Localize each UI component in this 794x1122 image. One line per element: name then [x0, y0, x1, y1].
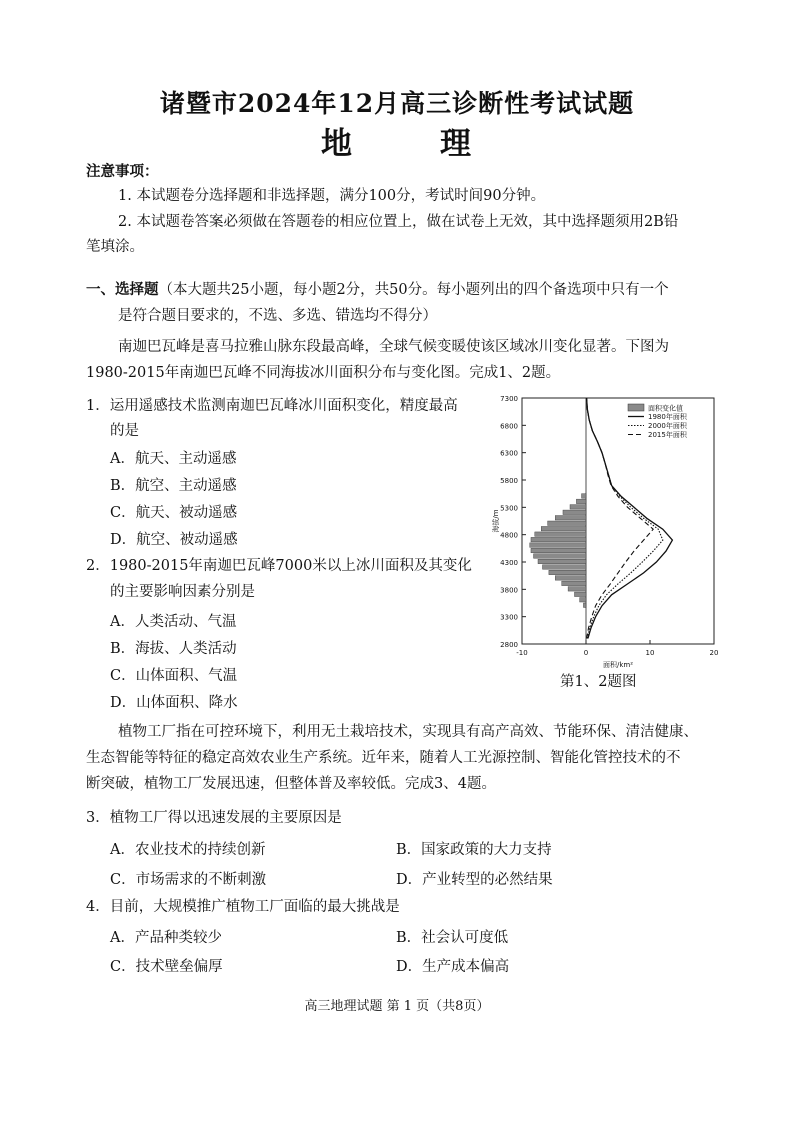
q4-option-b: B．社会认可度低 [396, 930, 509, 946]
q1-option-c: C．航天、被动遥感 [110, 505, 238, 521]
q4-option-c: C．技术壁垒偏厚 [110, 959, 223, 975]
page-footer: 高三地理试题 第 1 页（共8页） [304, 999, 490, 1014]
q3-option-b: B．国家政策的大力支持 [396, 842, 552, 858]
change-bar [574, 592, 586, 596]
q4-stem: 4．目前，大规模推广植物工厂面临的最大挑战是 [86, 899, 400, 915]
q3-option-c: C．市场需求的不断刺激 [110, 872, 267, 888]
q1-option-d: D．航空、被动遥感 [110, 532, 238, 548]
passage1-line1: 南迦巴瓦峰是喜马拉雅山脉东段最高峰，全球气候变暖使该区域冰川变化显著。下图为 [118, 339, 669, 355]
q1-stem-line1: 1．运用遥感技术监测南迦巴瓦峰冰川面积变化，精度最高 [86, 398, 458, 414]
change-bar [541, 526, 586, 530]
notes-item-2-line2: 笔填涂。 [86, 239, 144, 255]
q2-stem-line2: 的主要影响因素分别是 [110, 584, 255, 600]
notes-item-2-line1: 2. 本试题卷答案必须做在答题卷的相应位置上，做在试卷上无效，其中选择题须用2B铅 [118, 214, 679, 230]
change-bar [549, 570, 586, 574]
y-tick-label: 4300 [500, 559, 518, 567]
subject-title [0, 118, 794, 163]
legend-label-2: 2015年面积 [648, 431, 687, 439]
y-tick-label: 4800 [500, 531, 518, 540]
change-bar [535, 532, 586, 536]
subject-right: 理 [440, 126, 473, 162]
y-tick-label: 3300 [500, 613, 518, 622]
section-heading-rest: （本大题共25小题，每小题2分，共50分。每小题列出的四个备选项中只有一个 [158, 282, 669, 298]
legend-swatch-bar [628, 404, 644, 411]
q4-option-a: A．产品种类较少 [110, 930, 222, 946]
q2-option-b: B．海拔、人类活动 [110, 641, 237, 657]
change-bar [542, 565, 586, 569]
y-tick-label: 6300 [500, 449, 518, 458]
y-tick-label: 6800 [500, 422, 518, 431]
passage2-line2: 生态智能等特征的稳定高效农业生产系统。近年来，随着人工光源控制、智能化管控技术的不 [86, 750, 681, 766]
exam-title: 诸暨市2024年12月高三诊断性考试试题 [159, 89, 635, 118]
notes-label: 注意事项： [86, 163, 159, 180]
change-bar [580, 598, 586, 602]
change-bar [576, 499, 586, 503]
change-bar [583, 603, 586, 607]
figure-caption: 第1、2题图 [560, 674, 637, 690]
y-tick-label: 5300 [500, 504, 518, 513]
q1-stem-line2: 的是 [110, 423, 139, 439]
legend-label-0: 1980年面积 [648, 413, 687, 421]
change-bar [563, 510, 586, 514]
change-bar [568, 587, 586, 591]
x-tick-label: 0 [583, 649, 589, 657]
change-bar [570, 505, 586, 509]
change-bar [555, 516, 586, 520]
q4-option-d: D．生产成本偏高 [396, 959, 510, 975]
y-tick-label: 5800 [500, 477, 518, 485]
y-tick-label: 2800 [500, 641, 518, 649]
x-tick-label: 10 [645, 649, 655, 657]
legend-label-1: 2000年面积 [648, 422, 687, 430]
change-bar [548, 521, 586, 525]
q3-stem: 3．植物工厂得以迅速发展的主要原因是 [86, 810, 342, 826]
x-tick-label: -10 [516, 649, 528, 657]
section-heading [86, 280, 669, 300]
q1-option-b: B．航空、主动遥感 [110, 478, 237, 494]
passage2-line3: 断突破，植物工厂发展迅速，但整体普及率较低。完成3、4题。 [86, 776, 496, 792]
change-bar [534, 554, 586, 558]
q3-option-d: D．产业转型的必然结果 [396, 872, 553, 888]
change-bar [531, 548, 586, 552]
section-heading-bold: 一、选择题 [86, 281, 159, 298]
change-bar [538, 559, 586, 563]
change-bar [582, 494, 586, 498]
x-axis-title: 面积/km² [602, 661, 634, 669]
x-tick-label: 20 [709, 649, 719, 657]
glacier-area-chart [478, 388, 728, 688]
q3-option-a: A．农业技术的持续创新 [110, 842, 266, 858]
q2-option-d: D．山体面积、降水 [110, 695, 238, 711]
q1-option-a: A．航天、主动遥感 [110, 451, 237, 467]
y-tick-label: 3800 [500, 586, 518, 595]
legend-label-bar: 面积变化值 [648, 404, 683, 413]
y-axis-title: 海拔/m [492, 509, 500, 533]
subject-left: 地 [321, 126, 354, 162]
change-bar [562, 581, 586, 585]
q2-option-c: C．山体面积、气温 [110, 668, 238, 684]
y-tick-label: 7300 [500, 395, 518, 403]
q2-option-a: A．人类活动、气温 [110, 614, 237, 630]
passage1-line2: 1980-2015年南迦巴瓦峰不同海拔冰川面积分布与变化图。完成1、2题。 [86, 365, 561, 381]
section-heading-line2: 是符合题目要求的，不选、多选、错选均不得分） [118, 308, 437, 324]
change-bar [530, 543, 586, 547]
notes-item-1: 1. 本试题卷分选择题和非选择题，满分100分，考试时间90分钟。 [118, 188, 546, 204]
passage2-line1: 植物工厂指在可控环境下，利用无土栽培技术，实现具有高产高效、节能环保、清洁健康、 [118, 724, 698, 740]
change-bar [555, 576, 586, 580]
q2-stem-line1: 2．1980-2015年南迦巴瓦峰7000米以上冰川面积及其变化 [86, 558, 472, 574]
change-bar [531, 537, 586, 541]
